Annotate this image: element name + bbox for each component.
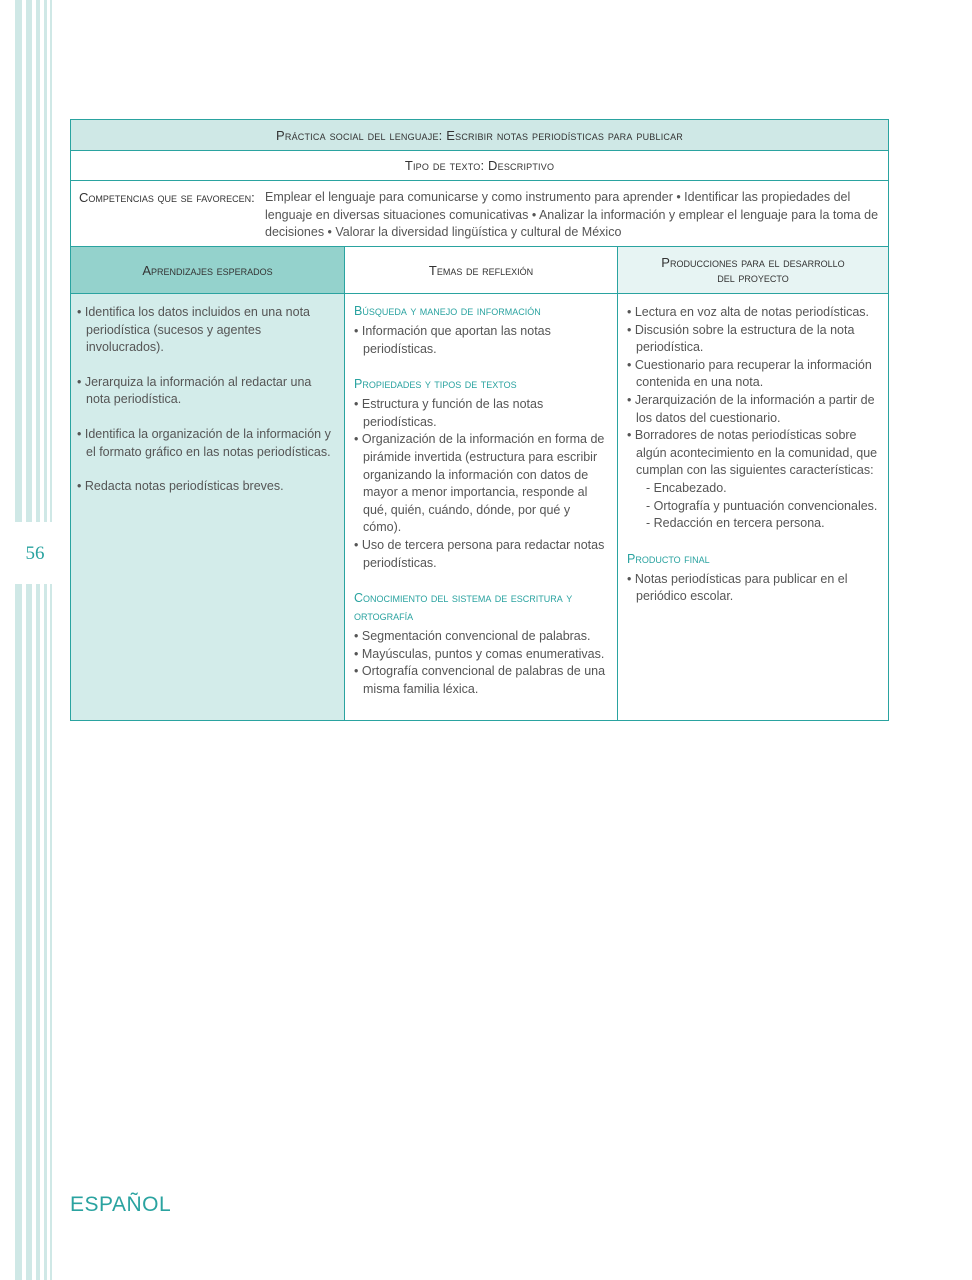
text-type-row xyxy=(71,151,888,181)
list-item: • Uso de tercera persona para redactar notas periodísticas. xyxy=(354,537,611,572)
decorative-stripes xyxy=(0,0,60,1280)
table-title-row xyxy=(71,120,888,151)
subject-label: ESPAÑOL xyxy=(70,1193,172,1216)
header-producciones-line2: del proyecto xyxy=(717,270,789,285)
list-item: • Ortografía convencional de palabras de una misma familia léxica. xyxy=(354,663,611,698)
header-aprendizajes: Aprendizajes esperados xyxy=(71,247,344,293)
list-item: • Discusión sobre la estructura de la nota periodística. xyxy=(627,322,882,357)
list-item: • Identifica los datos incluidos en una nota periodística (sucesos y agentes involucrados). xyxy=(77,304,338,357)
list-item: • Organización de la información en forma de pirámide invertida (estructura para escribir organizando la información con datos de mayor a menor importancia, responde al qué, quién, cuándo, dónde, por qué y cómo). xyxy=(354,431,611,537)
list-item: • Jerarquiza la información al redactar una nota periodística. xyxy=(77,374,338,409)
header-producciones-line1: Producciones para el desarrollo xyxy=(661,255,845,270)
list-item: • Mayúsculas, puntos y comas enumerativas. xyxy=(354,646,611,664)
aprendizajes-column xyxy=(71,294,344,720)
list-item: • Borradores de notas periodísticas sobre algún acontecimiento en la comunidad, que cumplan con las siguientes características: xyxy=(627,427,882,480)
competencias-label: Competencias que se favorecen: xyxy=(79,190,255,205)
sub-item: - Encabezado. xyxy=(627,480,882,498)
competencias-text: Emplear el lenguaje para comunicarse y como instrumento para aprender • Identificar las propiedades del lenguaje en diversas situaciones comunicativas • Analizar la información y emplear el lenguaje para la toma de decisiones • Valorar la diversidad lingüística y cultural de México xyxy=(265,190,879,239)
section-title: Propiedades y tipos de textos xyxy=(354,377,517,392)
text-type: Tipo de texto: Descriptivo xyxy=(404,158,555,173)
list-item: • Identifica la organización de la información y el formato gráfico en las notas periodísticas. xyxy=(77,426,338,461)
list-item: • Notas periodísticas para publicar en el periódico escolar. xyxy=(627,571,882,606)
list-item: • Cuestionario para recuperar la información contenida en una nota. xyxy=(627,357,882,392)
header-temas: Temas de reflexión xyxy=(344,247,617,293)
table-title: Práctica social del lenguaje: Escribir notas periodísticas para publicar xyxy=(276,127,683,143)
list-item: • Lectura en voz alta de notas periodísticas. xyxy=(627,304,882,322)
table-body xyxy=(71,294,888,720)
temas-column xyxy=(344,294,617,720)
header-producciones xyxy=(617,247,888,293)
list-item: • Estructura y función de las notas periodísticas. xyxy=(354,396,611,431)
section-title: Producto final xyxy=(627,551,710,566)
sub-item: - Redacción en tercera persona. xyxy=(627,515,882,533)
section-title: Búsqueda y manejo de información xyxy=(354,304,541,318)
page-number: 56 xyxy=(25,543,45,564)
competencias-row xyxy=(71,181,888,247)
producciones-column xyxy=(617,294,888,720)
section-title: Conocimiento del sistema de escritura y ortografía xyxy=(354,591,573,624)
list-item: • Redacta notas periodísticas breves. xyxy=(77,478,338,496)
list-item: • Segmentación convencional de palabras. xyxy=(354,628,611,646)
list-item: • Información que aportan las notas periodísticas. xyxy=(354,323,611,358)
curriculum-table xyxy=(70,119,889,721)
list-item: • Jerarquización de la información a partir de los datos del cuestionario. xyxy=(627,392,882,427)
sub-item: - Ortografía y puntuación convencionales. xyxy=(627,498,882,516)
column-headers xyxy=(71,247,888,294)
